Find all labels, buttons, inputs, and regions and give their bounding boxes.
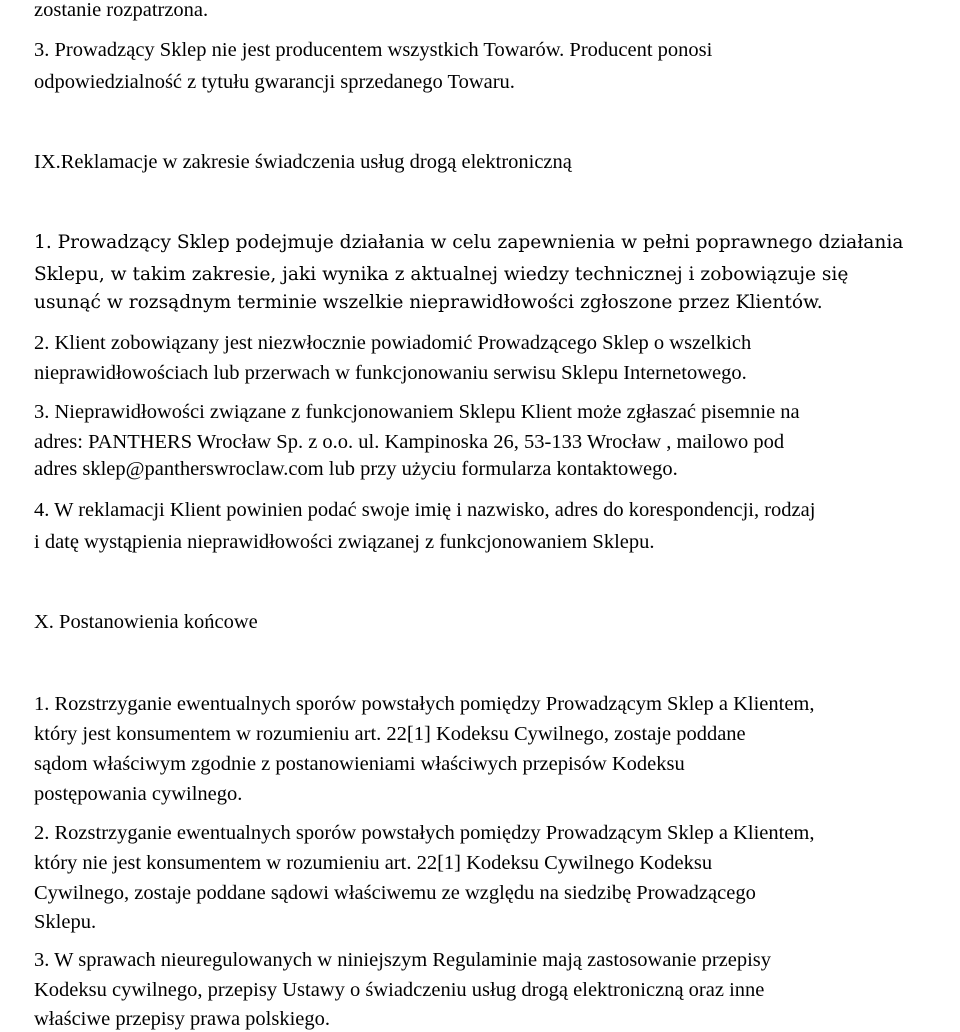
section9-item4-line2: i datę wystąpienia nieprawidłowości związanej z funkcjonowaniem Sklepu. [34,531,655,553]
section10-item2-line2: który nie jest konsumentem w rozumieniu art. 22[1] Kodeksu Cywilnego Kodeksu [34,852,713,874]
section10-item2-line3: Cywilnego, zostaje poddane sądowi właściwemu ze względu na siedzibę Prowadzącego [34,882,756,904]
section10-heading: X. Postanowienia końcowe [34,611,258,633]
section10-item1-line4: postępowania cywilnego. [34,783,243,805]
section9-item3-line3: adres sklep@pantherswroclaw.com lub przy użyciu formularza kontaktowego. [34,458,678,480]
section9-item2-line1: 2. Klient zobowiązany jest niezwłocznie powiadomić Prowadzącego Sklep o wszelkich [34,332,752,354]
section10-item3-line1: 3. W sprawach nieuregulowanych w niniejszym Regulaminie mają zastosowanie przepisy [34,949,772,971]
section10-item1-line2: który jest konsumentem w rozumieniu art. 22[1] Kodeksu Cywilnego, zostaje poddane [34,723,746,745]
section10-item1-line3: sądom właściwym zgodnie z postanowieniami właściwych przepisów Kodeksu [34,753,685,775]
section8-item3-line2: odpowiedzialność z tytułu gwarancji sprzedanego Towaru. [34,71,515,93]
section9-item1-line2: Sklepu, w takim zakresie, jaki wynika z aktualnej wiedzy technicznej i zobowiązuje się [34,264,849,285]
section9-item3-line2: adres: PANTHERS Wrocław Sp. z o.o. ul. Kampinoska 26, 53-133 Wrocław , mailowo pod [34,431,785,453]
section10-item3-line2: Kodeksu cywilnego, przepisy Ustawy o świadczeniu usług drogą elektroniczną oraz inne [34,979,765,1001]
section9-item1-line1: 1. Prowadzący Sklep podejmuje działania w celu zapewnienia w pełni poprawnego działania [34,232,904,253]
section10-item1-line1: 1. Rozstrzyganie ewentualnych sporów powstałych pomiędzy Prowadzącym Sklep a Klientem, [34,693,815,715]
section10-item2-line4: Sklepu. [34,911,97,933]
section10-item3-line3: właściwe przepisy prawa polskiego. [34,1008,331,1030]
section10-item2-line1: 2. Rozstrzyganie ewentualnych sporów powstałych pomiędzy Prowadzącym Sklep a Klientem, [34,822,815,844]
section8-item3-line1: 3. Prowadzący Sklep nie jest producentem wszystkich Towarów. Producent ponosi [34,39,713,61]
section9-item3-line1: 3. Nieprawidłowości związane z funkcjonowaniem Sklepu Klient może zgłaszać pisemnie na [34,401,800,423]
section9-heading: IX.Reklamacje w zakresie świadczenia usług drogą elektroniczną [34,151,572,173]
section9-item2-line2: nieprawidłowościach lub przerwach w funkcjonowaniu serwisu Sklepu Internetowego. [34,362,747,384]
section9-item1-line3: usunąć w rozsądnym terminie wszelkie nieprawidłowości zgłoszone przez Klientów. [34,292,823,313]
section9-item4-line1: 4. W reklamacji Klient powinien podać swoje imię i nazwisko, adres do korespondencji, rodzaj [34,499,816,521]
paragraph-fragment: zostanie rozpatrzona. [34,0,209,21]
